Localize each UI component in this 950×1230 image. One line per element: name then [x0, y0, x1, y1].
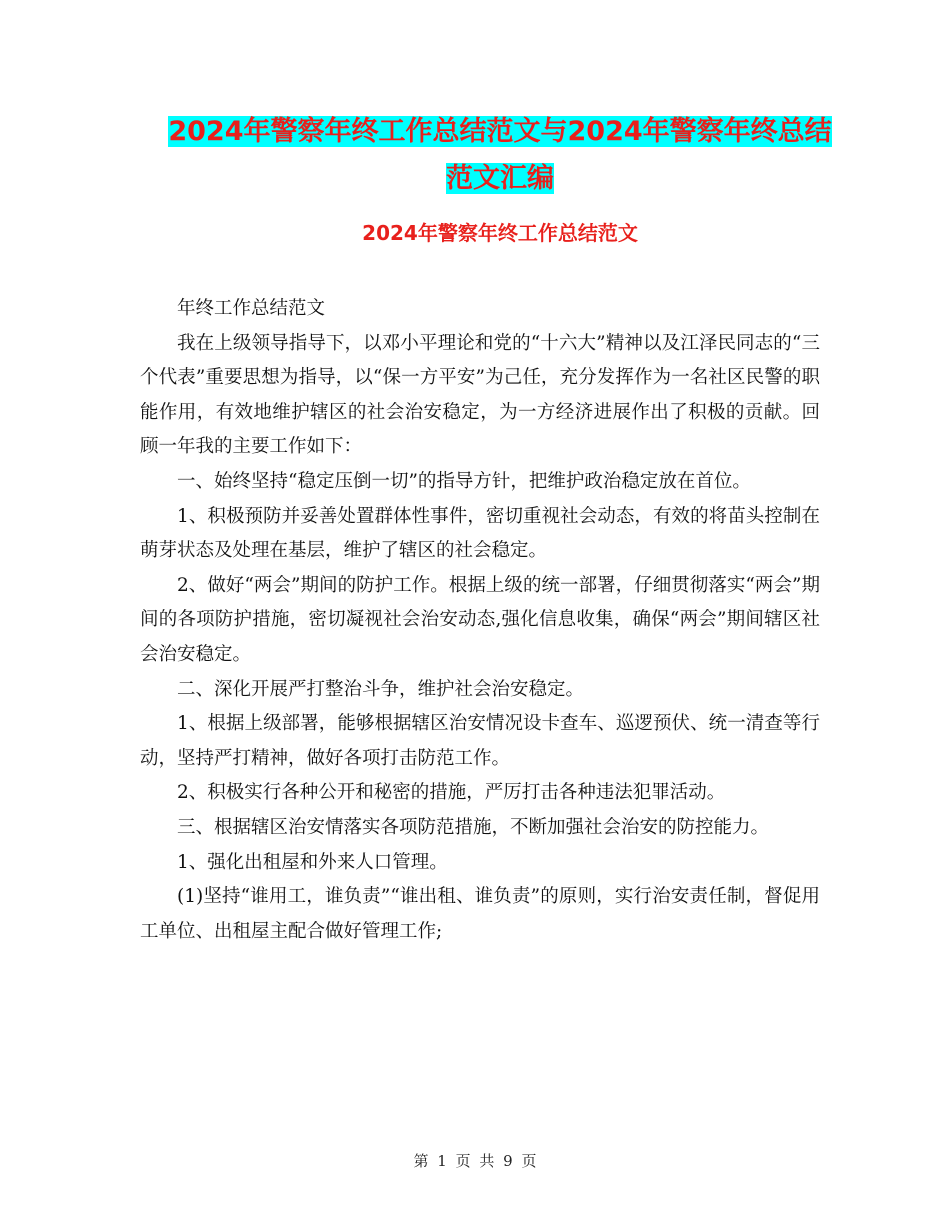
paragraph: 1、积极预防并妥善处置群体性事件，密切重视社会动态，有效的将苗头控制在萌芽状态及处理在基层，维护了辖区的社会稳定。 — [140, 505, 820, 562]
paragraph: 我在上级领导指导下，以邓小平理论和党的“十六大”精神以及江泽民同志的“三个代表”重要思想为指导，以“保一方平安”为己任，充分发挥作为一名社区民警的职能作用，有效地维护辖区的社会治安稳定，为一方经济进展作出了积极的贡献。回顾一年我的主要工作如下： — [140, 332, 820, 458]
document-body — [140, 292, 820, 949]
document-title-line-1: 2024年警察年终工作总结范文与2024年警察年终总结 — [168, 116, 832, 147]
paragraph: (1)坚持“谁用工，谁负责”“谁出租、谁负责”的原则，实行治安责任制，督促用工单位、出租屋主配合做好管理工作; — [140, 886, 820, 942]
paragraph: 年终工作总结范文 — [177, 298, 326, 319]
document-title-line-2: 范文汇编 — [446, 163, 554, 194]
paragraph: 1、强化出租屋和外来人口管理。 — [177, 851, 448, 873]
paragraph: 一、始终坚持“稳定压倒一切”的指导方针，把维护政治稳定放在首位。 — [177, 470, 751, 492]
paragraph: 2、做好“两会”期间的防护工作。根据上级的统一部署，仔细贯彻落实“两会”期间的各项防护措施，密切凝视社会治安动态,强化信息收集，确保“两会”期间辖区社会治安稳定。 — [140, 574, 820, 665]
paragraph: 二、深化开展严打整治斗争，维护社会治安稳定。 — [177, 678, 585, 700]
section-title: 2024年警察年终工作总结范文 — [362, 221, 638, 245]
document-title — [140, 108, 860, 202]
page-number-footer: 第 1 页 共 9 页 — [413, 1152, 537, 1170]
paragraph: 三、根据辖区治安情落实各项防范措施，不断加强社会治安的防控能力。 — [177, 816, 770, 838]
paragraph: 2、积极实行各种公开和秘密的措施，严厉打击各种违法犯罪活动。 — [177, 782, 726, 804]
paragraph: 1、根据上级部署，能够根据辖区治安情况设卡查车、巡逻预伏、统一清查等行动，坚持严打精神，做好各项打击防范工作。 — [140, 713, 820, 769]
